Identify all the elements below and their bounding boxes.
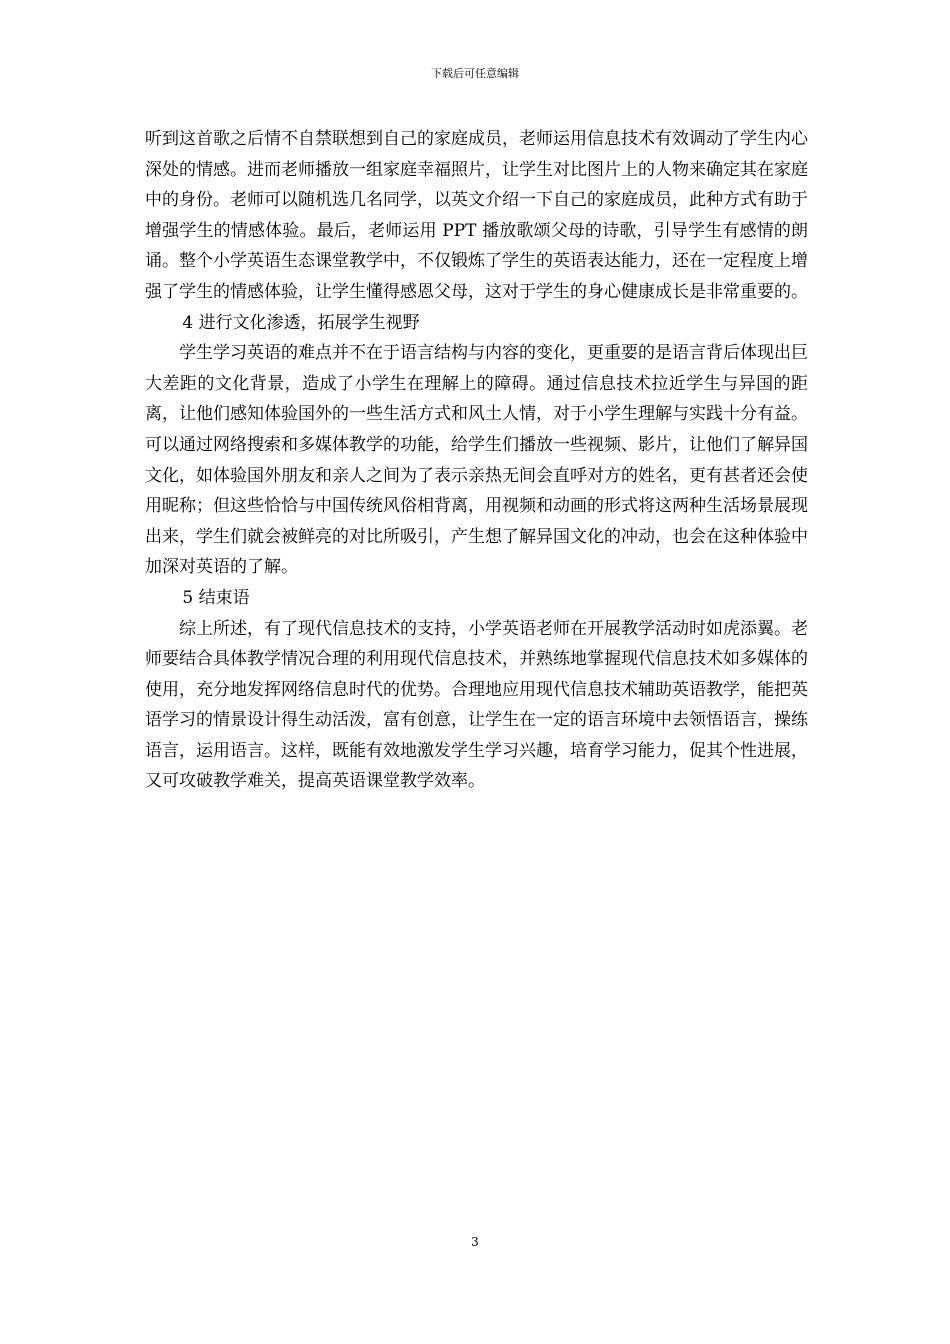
paragraph-section-4: 学生学习英语的难点并不在于语言结构与内容的变化，更重要的是语言背后体现出巨大差距的文化背景，造成了小学生在理解上的障碍。通过信息技术拉近学生与异国的距离，让他们感知体验国外的一些生活方式和风土人情，对于小学生理解与实践十分有益。可以通过网络搜索和多媒体教学的功能，给学生们播放一些视频、影片，让他们了解异国文化，如体验国外朋友和亲人之间为了表示亲热无间会直呼对方的姓名，更有甚者还会使用昵称；但这些恰恰与中国传统风俗相背离，用视频和动画的形式将这两种生活场景展现出来，学生们就会被鲜亮的对比所吸引，产生想了解异国文化的冲动，也会在这种体验中加深对英语的了解。 <box>145 343 808 578</box>
page-number: 3 <box>471 1235 479 1249</box>
section-heading-5: 5 结束语 <box>182 587 250 608</box>
paragraph-continued: 听到这首歌之后情不自禁联想到自己的家庭成员，老师运用信息技术有效调动了学生内心深处的情感。进而老师播放一组家庭幸福照片，让学生对比图片上的人物来确定其在家庭中的身份。老师可以随机选几名同学，以英文介绍一下自己的家庭成员，此种方式有助于增强学生的情感体验。最后，老师运用 PPT 播放歌颂父母的诗歌，引导学生有感情的朗诵。整个小学英语生态课堂教学中，不仅锻炼了学生的英语表达能力，还在一定程度上增强了学生的情感体验，让学生懂得感恩父母，这对于学生的身心健康成长是非常重要的。 <box>145 129 808 302</box>
section-heading-4: 4 进行文化渗透，拓展学生视野 <box>182 312 420 333</box>
paragraph-section-5: 综上所述，有了现代信息技术的支持，小学英语老师在开展教学活动时如虎添翼。老师要结合具体教学情况合理的利用现代信息技术，并熟练地掌握现代信息技术如多媒体的使用，充分地发挥网络信息时代的优势。合理地应用现代信息技术辅助英语教学，能把英语学习的情景设计得生动活泼，富有创意，让学生在一定的语言环境中去领悟语言，操练语言，运用语言。这样，既能有效地激发学生学习兴趣，培育学习能力，促其个性进展，又可攻破教学难关，提高英语课堂教学效率。 <box>145 618 808 792</box>
document-body <box>145 124 808 797</box>
page-header: 下载后可任意编辑 <box>431 67 519 80</box>
